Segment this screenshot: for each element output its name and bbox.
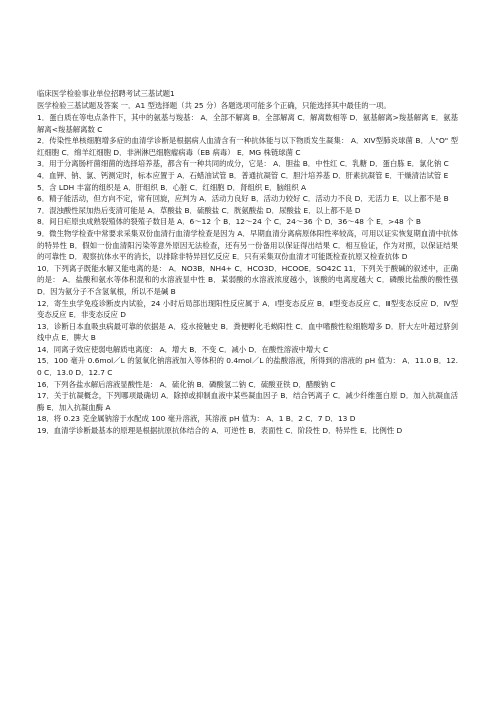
question-3: 3．用于分离肠杆菌细菌的选择培养基，都含有一种共同的成分，它是： A．胆盐 B．中性红 C．乳糖 D．蛋白胨 E．氯化钠 C — [37, 159, 449, 169]
question-16: 16．下列各盐水解后溶液显酸性是： A．硫化钠 B．磷酸氢二钠 C．硫酸亚铁 D．醋酸钠 C — [37, 379, 336, 389]
question-2: 2．传染性单核细胞增多症的血清学诊断是根据病人血清含有一种抗体能与以下物质发生凝集： A．ⅪⅤ型肺炎球菌 B．人"O" 型红细胞 C．绵羊红细胞 D．非洲淋巴细胞瘤病毒（EB 病毒） E．MG 株链球菌 C — [37, 136, 458, 157]
question-10-11: 10．下列离子既能水解又能电离的是： A．NO3B．NH4+ C．HCO3D．HCOOE．SO42C 11．下列关于酸碱的叙述中，正确的是： A．盐酸和氨水等体积混和的水溶液显中性 B．某弱酸的水溶液浓度越小，该酸的电离度越大 C．磷酸比盐酸的酸性强 D．因为氨分子不含氢氧根，所以不是碱 B — [37, 263, 458, 296]
question-6: 6．精子能活动，但方向不定，常有回旋，应判为 A．活动力良好 B．活动力较好 C．活动力不良 D．无活力 E．以上都不是 B — [37, 194, 449, 204]
document-title: 临床医学检验事业单位招聘考试三基试题1 — [37, 89, 175, 98]
question-12: 12．寄生虫学免疫诊断皮内试验，24 小时后局部出现阳性反应属于 A．Ⅰ型变态反应 B．Ⅱ型变态反应 C．Ⅲ型变态反应 D．Ⅳ型变态反应 E．非变态反应 D — [37, 298, 458, 320]
question-18: 18．将 0.23 克金属钠溶于水配成 100 毫升溶液，其溶液 pH 值为： A．1 B．2 C．7 D．13 D — [37, 414, 356, 424]
question-17: 17．关于抗凝概念，下列哪项最确切 A．除掉或抑制血液中某些凝血因子 B．结合钙离子 C．减少纤维蛋白原 D．加入抗凝血活酶 E．加入抗凝血酶 A — [37, 391, 458, 412]
question-4: 4．血钾、钠、氯、钙测定时，标本应置于 A．石蜡油试管 B．普通抗凝管 C．胆汁培养基 D．肝素抗凝管 E．干燥清洁试管 E — [37, 170, 449, 180]
question-19: 19．血清学诊断最基本的原理是根据抗原抗体结合的 A．可逆性 B．表面性 C．阶段性 D．特异性 E．比例性 D — [37, 426, 403, 436]
document-intro: 医学检验三基试题及答案 一．A1 型选择题（共 25 分）各题选项可能多个正确，只能选择其中最佳的一项。 — [37, 101, 391, 111]
question-7: 7．混浊酸性尿加热后变清可能是 A．草酸盐 B．硫酸盐 C．胱氨酸盐 D．尿酸盐 E．以上都不是 D — [37, 205, 361, 215]
question-1: 1．蛋白质在等电点条件下，其中的氨基与羧基： A．全部不解离 B．全部解离 C．解离数相等 D．氨基解离>羧基解离 E．氨基解离<羧基解离数 C — [37, 113, 458, 134]
question-13: 13．诊断日本血吸虫病最可靠的依据是 A．疫水接触史 B．粪便孵化毛蚴阳性 C．血中嗜酸性粒细胞增多 D．肝大左叶超过脐剑线中点 E．脾大 B — [37, 321, 458, 343]
question-8: 8．间日疟原虫成熟裂殖体的裂殖子数目是 A．6～12 个 B．12～24 个 C．24～36 个 D．36～48 个 E．>48 个 B — [37, 217, 421, 227]
question-15: 15．100 毫升 0.6mol／L 的氢氧化钠溶液加入等体积的 0.4mol／L 的盐酸溶液，所得到的溶液的 pH 值为： A．11.0 B．12.0 C．13.0 D．12.7 C — [37, 356, 458, 378]
question-5: 5．含 LDH 丰富的组织是 A．肝组织 B．心脏 C．红细胞 D．肾组织 E．脑组织 A — [37, 182, 307, 192]
question-14: 14．同离子效应使弱电解质电离度： A．增大 B．不变 C．减小 D．在酸性溶液中增大 C — [37, 344, 329, 354]
question-9: 9．微生物学检查中常要求采集双份血清行血清学检查是因为 A．早期血清分离病原体阳性率较高，可用以证实恢复期血清中抗体的特异性 B．假如一份血清阳污染等意外原因无法检查，还有另一份备用以保证得出结果 C．相互验证，作为对照，以保证结果的可靠性 D．观察抗体水平的消长，以排除非特异回忆反应 E．只有采集双份血清才可能既检查抗原又检查抗体 D — [37, 228, 458, 262]
